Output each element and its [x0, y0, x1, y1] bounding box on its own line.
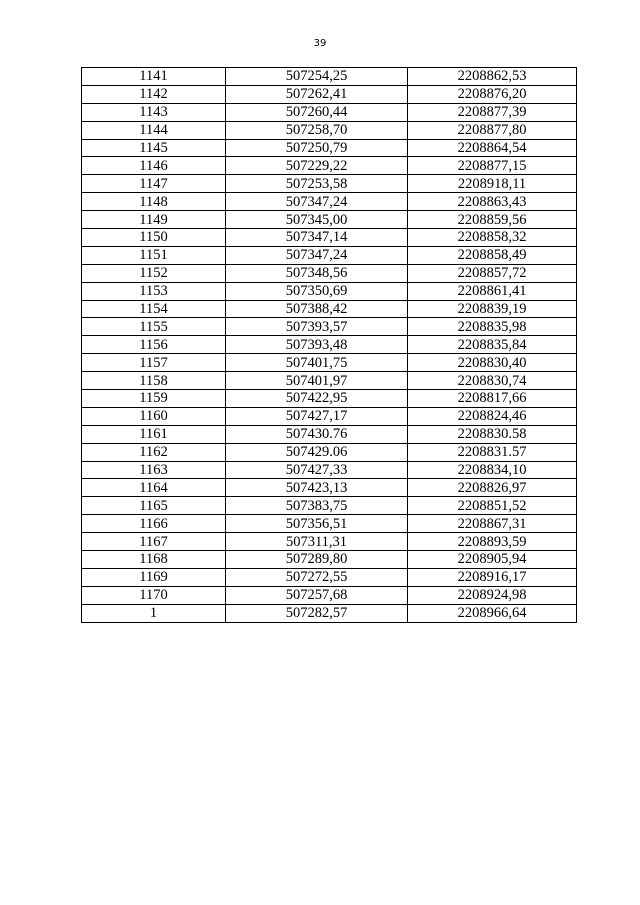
y-coordinate-cell: 2208918,11 — [408, 175, 577, 193]
table-row — [82, 354, 577, 372]
point-number-cell: 1153 — [82, 282, 226, 300]
point-number-cell: 1148 — [82, 193, 226, 211]
table-row — [82, 551, 577, 569]
point-number-cell: 1143 — [82, 103, 226, 121]
y-coordinate-cell: 2208831.57 — [408, 443, 577, 461]
x-coordinate-cell: 507393,57 — [226, 318, 408, 336]
table-row — [82, 568, 577, 586]
x-coordinate-cell: 507347,24 — [226, 246, 408, 264]
point-number-cell: 1150 — [82, 229, 226, 247]
table-row — [82, 246, 577, 264]
x-coordinate-cell: 507258,70 — [226, 121, 408, 139]
table-row — [82, 193, 577, 211]
y-coordinate-cell: 2208858,49 — [408, 246, 577, 264]
y-coordinate-cell: 2208966,64 — [408, 604, 577, 622]
x-coordinate-cell: 507430.76 — [226, 425, 408, 443]
x-coordinate-cell: 507422,95 — [226, 390, 408, 408]
table-row — [82, 336, 577, 354]
x-coordinate-cell: 507429.06 — [226, 443, 408, 461]
coordinates-table — [81, 67, 577, 623]
point-number-cell: 1162 — [82, 443, 226, 461]
table-row — [82, 390, 577, 408]
point-number-cell: 1166 — [82, 515, 226, 533]
y-coordinate-cell: 2208924,98 — [408, 586, 577, 604]
y-coordinate-cell: 2208893,59 — [408, 533, 577, 551]
point-number-cell: 1161 — [82, 425, 226, 443]
point-number-cell: 1159 — [82, 390, 226, 408]
point-number-cell: 1158 — [82, 372, 226, 390]
y-coordinate-cell: 2208876,20 — [408, 85, 577, 103]
y-coordinate-cell: 2208839,19 — [408, 300, 577, 318]
x-coordinate-cell: 507350,69 — [226, 282, 408, 300]
table-row — [82, 604, 577, 622]
table-row — [82, 443, 577, 461]
table-row — [82, 300, 577, 318]
x-coordinate-cell: 507423,13 — [226, 479, 408, 497]
y-coordinate-cell: 2208862,53 — [408, 68, 577, 86]
x-coordinate-cell: 507257,68 — [226, 586, 408, 604]
x-coordinate-cell: 507289,80 — [226, 551, 408, 569]
table-row — [82, 157, 577, 175]
point-number-cell: 1163 — [82, 461, 226, 479]
table-row — [82, 121, 577, 139]
y-coordinate-cell: 2208834,10 — [408, 461, 577, 479]
x-coordinate-cell: 507356,51 — [226, 515, 408, 533]
table-row — [82, 461, 577, 479]
y-coordinate-cell: 2208835,84 — [408, 336, 577, 354]
point-number-cell: 1147 — [82, 175, 226, 193]
table-row — [82, 407, 577, 425]
point-number-cell: 1157 — [82, 354, 226, 372]
table-row — [82, 139, 577, 157]
point-number-cell: 1155 — [82, 318, 226, 336]
y-coordinate-cell: 2208916,17 — [408, 568, 577, 586]
x-coordinate-cell: 507345,00 — [226, 211, 408, 229]
y-coordinate-cell: 2208826,97 — [408, 479, 577, 497]
x-coordinate-cell: 507347,14 — [226, 229, 408, 247]
x-coordinate-cell: 507253,58 — [226, 175, 408, 193]
y-coordinate-cell: 2208830,74 — [408, 372, 577, 390]
table-row — [82, 211, 577, 229]
y-coordinate-cell: 2208861,41 — [408, 282, 577, 300]
x-coordinate-cell: 507250,79 — [226, 139, 408, 157]
point-number-cell: 1146 — [82, 157, 226, 175]
point-number-cell: 1160 — [82, 407, 226, 425]
x-coordinate-cell: 507229,22 — [226, 157, 408, 175]
x-coordinate-cell: 507282,57 — [226, 604, 408, 622]
x-coordinate-cell: 507347,24 — [226, 193, 408, 211]
x-coordinate-cell: 507388,42 — [226, 300, 408, 318]
y-coordinate-cell: 2208858,32 — [408, 229, 577, 247]
x-coordinate-cell: 507427,17 — [226, 407, 408, 425]
y-coordinate-cell: 2208817,66 — [408, 390, 577, 408]
x-coordinate-cell: 507427,33 — [226, 461, 408, 479]
x-coordinate-cell: 507311,31 — [226, 533, 408, 551]
table-row — [82, 372, 577, 390]
table-row — [82, 103, 577, 121]
table-row — [82, 479, 577, 497]
point-number-cell: 1149 — [82, 211, 226, 229]
point-number-cell: 1144 — [82, 121, 226, 139]
point-number-cell: 1164 — [82, 479, 226, 497]
table-row — [82, 282, 577, 300]
table-row — [82, 533, 577, 551]
point-number-cell: 1169 — [82, 568, 226, 586]
x-coordinate-cell: 507348,56 — [226, 264, 408, 282]
y-coordinate-cell: 2208863,43 — [408, 193, 577, 211]
point-number-cell: 1168 — [82, 551, 226, 569]
y-coordinate-cell: 2208830,40 — [408, 354, 577, 372]
point-number-cell: 1 — [82, 604, 226, 622]
table-row — [82, 68, 577, 86]
x-coordinate-cell: 507393,48 — [226, 336, 408, 354]
y-coordinate-cell: 2208877,80 — [408, 121, 577, 139]
table-row — [82, 264, 577, 282]
x-coordinate-cell: 507401,75 — [226, 354, 408, 372]
x-coordinate-cell: 507262,41 — [226, 85, 408, 103]
point-number-cell: 1167 — [82, 533, 226, 551]
x-coordinate-cell: 507260,44 — [226, 103, 408, 121]
point-number-cell: 1145 — [82, 139, 226, 157]
table-row — [82, 515, 577, 533]
y-coordinate-cell: 2208864,54 — [408, 139, 577, 157]
y-coordinate-cell: 2208867,31 — [408, 515, 577, 533]
table-row — [82, 229, 577, 247]
point-number-cell: 1141 — [82, 68, 226, 86]
table-row — [82, 425, 577, 443]
point-number-cell: 1142 — [82, 85, 226, 103]
table-row — [82, 318, 577, 336]
x-coordinate-cell: 507401,97 — [226, 372, 408, 390]
table-row — [82, 175, 577, 193]
page-number: 39 — [313, 38, 327, 49]
y-coordinate-cell: 2208877,39 — [408, 103, 577, 121]
y-coordinate-cell: 2208851,52 — [408, 497, 577, 515]
table-row — [82, 497, 577, 515]
point-number-cell: 1170 — [82, 586, 226, 604]
x-coordinate-cell: 507272,55 — [226, 568, 408, 586]
table-row — [82, 586, 577, 604]
table-row — [82, 85, 577, 103]
x-coordinate-cell: 507383,75 — [226, 497, 408, 515]
point-number-cell: 1154 — [82, 300, 226, 318]
y-coordinate-cell: 2208824,46 — [408, 407, 577, 425]
y-coordinate-cell: 2208830.58 — [408, 425, 577, 443]
coordinates-table-body — [82, 68, 577, 623]
y-coordinate-cell: 2208835,98 — [408, 318, 577, 336]
point-number-cell: 1151 — [82, 246, 226, 264]
y-coordinate-cell: 2208877,15 — [408, 157, 577, 175]
x-coordinate-cell: 507254,25 — [226, 68, 408, 86]
y-coordinate-cell: 2208857,72 — [408, 264, 577, 282]
point-number-cell: 1165 — [82, 497, 226, 515]
y-coordinate-cell: 2208859,56 — [408, 211, 577, 229]
y-coordinate-cell: 2208905,94 — [408, 551, 577, 569]
point-number-cell: 1152 — [82, 264, 226, 282]
point-number-cell: 1156 — [82, 336, 226, 354]
